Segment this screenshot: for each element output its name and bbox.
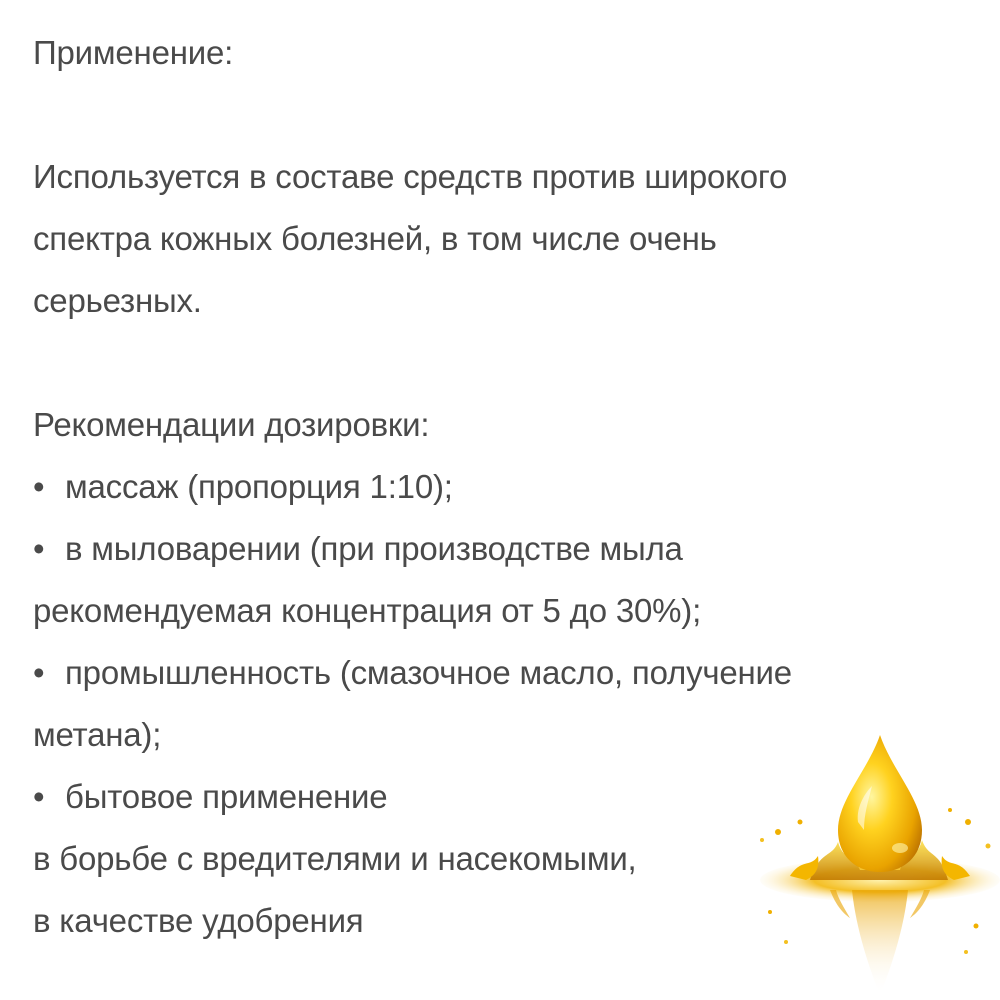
bullet-text: промышленность (смазочное масло, получение (65, 654, 792, 691)
usage-line: спектра кожных болезней, в том числе очень (33, 220, 717, 257)
bullet-item (33, 456, 953, 518)
bullet-dot: • (33, 530, 45, 567)
heading-usage: Применение: (33, 34, 234, 71)
bullet-dot: • (33, 654, 45, 691)
bullet-dot: • (33, 468, 45, 505)
spacer (33, 332, 953, 394)
bullet-continuation: в борьбе с вредителями и насекомыми, (33, 840, 637, 877)
bullet-continuation: в качестве удобрения (33, 902, 364, 939)
bullet-text: бытовое применение (65, 778, 388, 815)
bullet-continuation: рекомендуемая концентрация от 5 до 30%); (33, 592, 702, 629)
usage-line: Используется в составе средств против широкого (33, 158, 788, 195)
bullet-dot: • (33, 778, 45, 815)
bullet-item (33, 518, 953, 580)
bullet-text: в мыловарении (при производстве мыла (65, 530, 683, 567)
bullet-text: массаж (пропорция 1:10); (65, 468, 453, 505)
heading-dosage: Рекомендации дозировки: (33, 406, 430, 443)
oil-drop-icon (740, 730, 1000, 1000)
bullet-item (33, 642, 953, 704)
usage-line: серьезных. (33, 282, 202, 319)
spacer (33, 84, 953, 146)
bullet-continuation: метана); (33, 716, 162, 753)
